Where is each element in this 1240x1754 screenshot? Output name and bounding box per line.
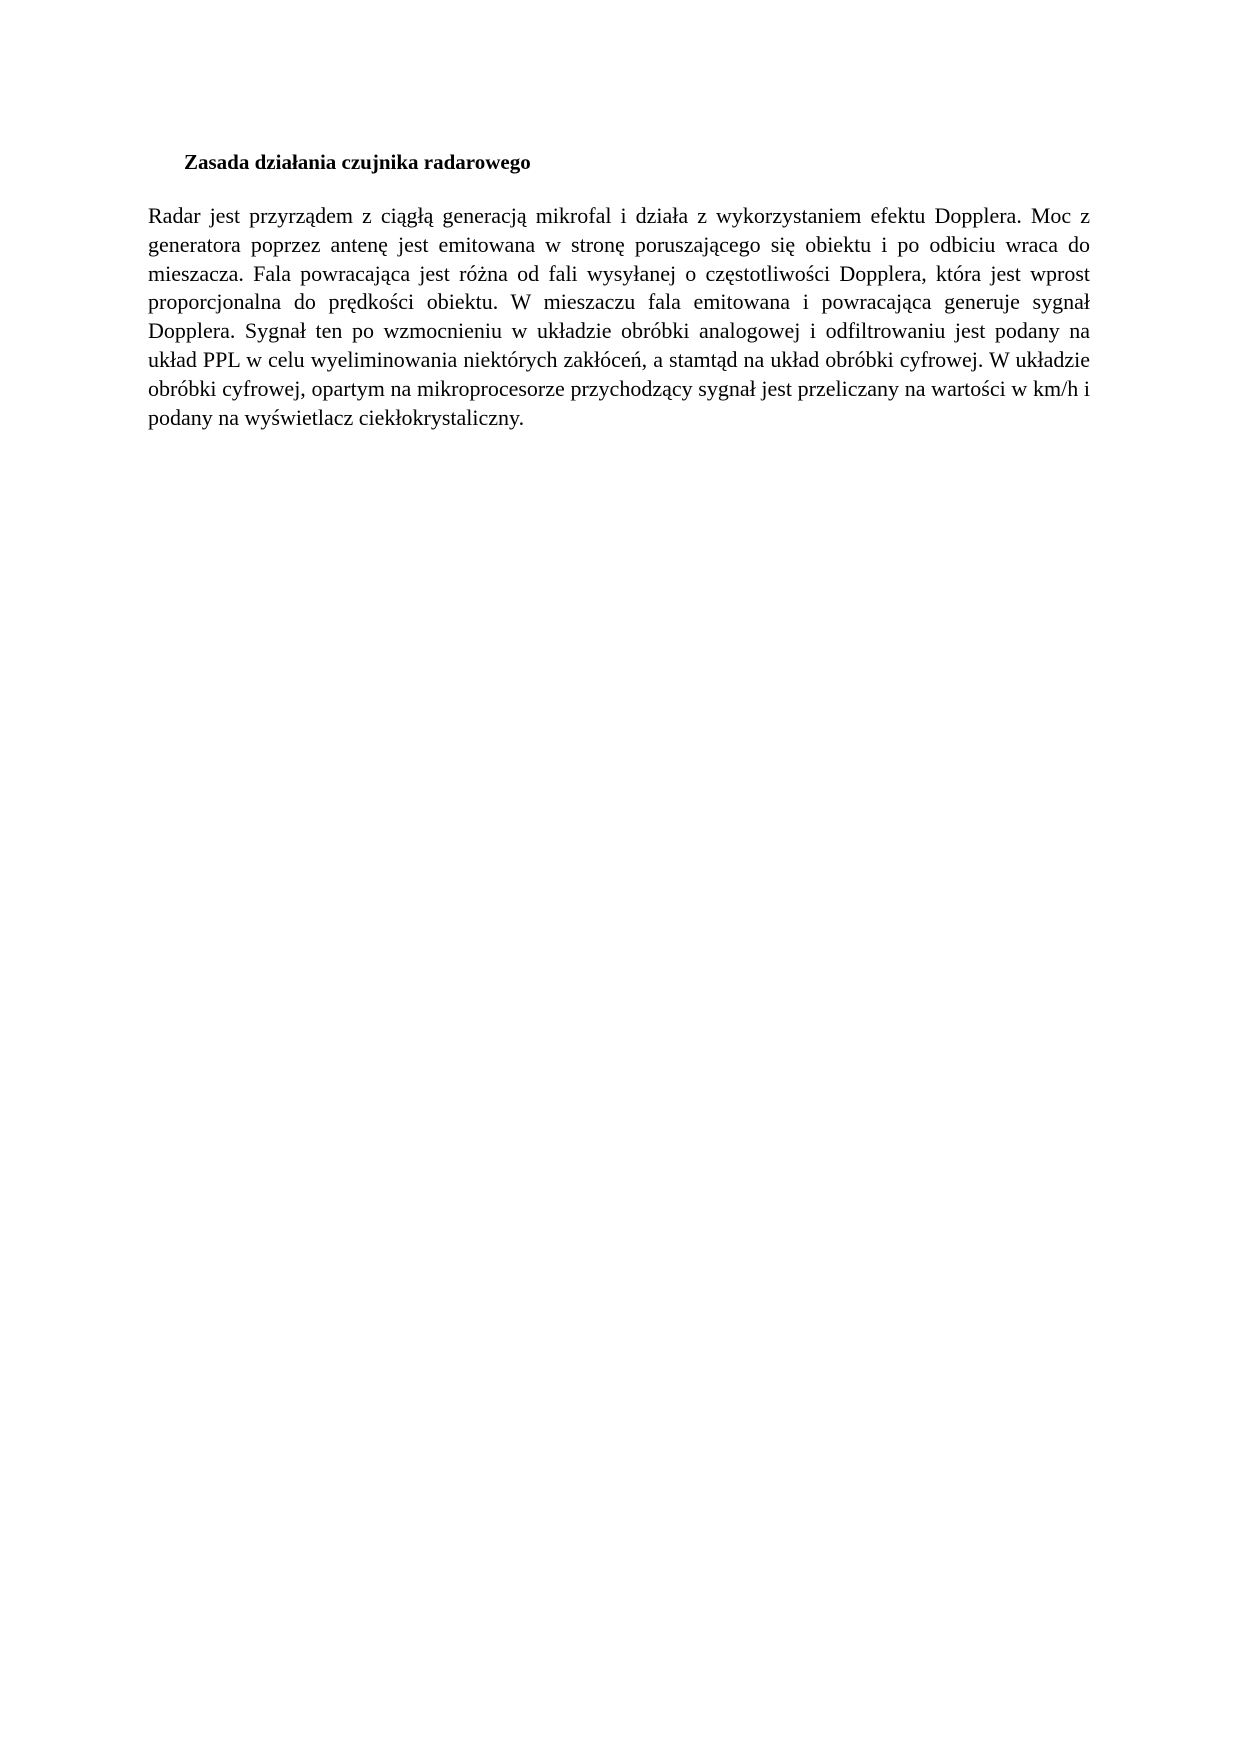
document-title: Zasada działania czujnika radarowego bbox=[184, 150, 531, 174]
body-paragraph: Radar jest przyrządem z ciągłą generacją mikrofal i działa z wykorzystaniem efektu Dopplera. Moc z generatora poprzez antenę jest emitowana w stronę poruszającego się obiektu i po odbiciu wraca do mieszacza. Fala powracająca jest różna od fali wysyłanej o częstotliwości Dopplera, która jest wprost proporcjonalna do prędkości obiektu. W mieszaczu fala emitowana i powracająca generuje sygnał Dopplera. Sygnał ten po wzmocnieniu w układzie obróbki analogowej i odfiltrowaniu jest podany na układ PPL w celu wyeliminowania niektórych zakłóceń, a stamtąd na układ obróbki cyfrowej. W układzie obróbki cyfrowej, opartym na mikroprocesorze przychodzący sygnał jest przeliczany na wartości w km/h i podany na wyświetlacz ciekłokrystaliczny. bbox=[148, 203, 1090, 430]
